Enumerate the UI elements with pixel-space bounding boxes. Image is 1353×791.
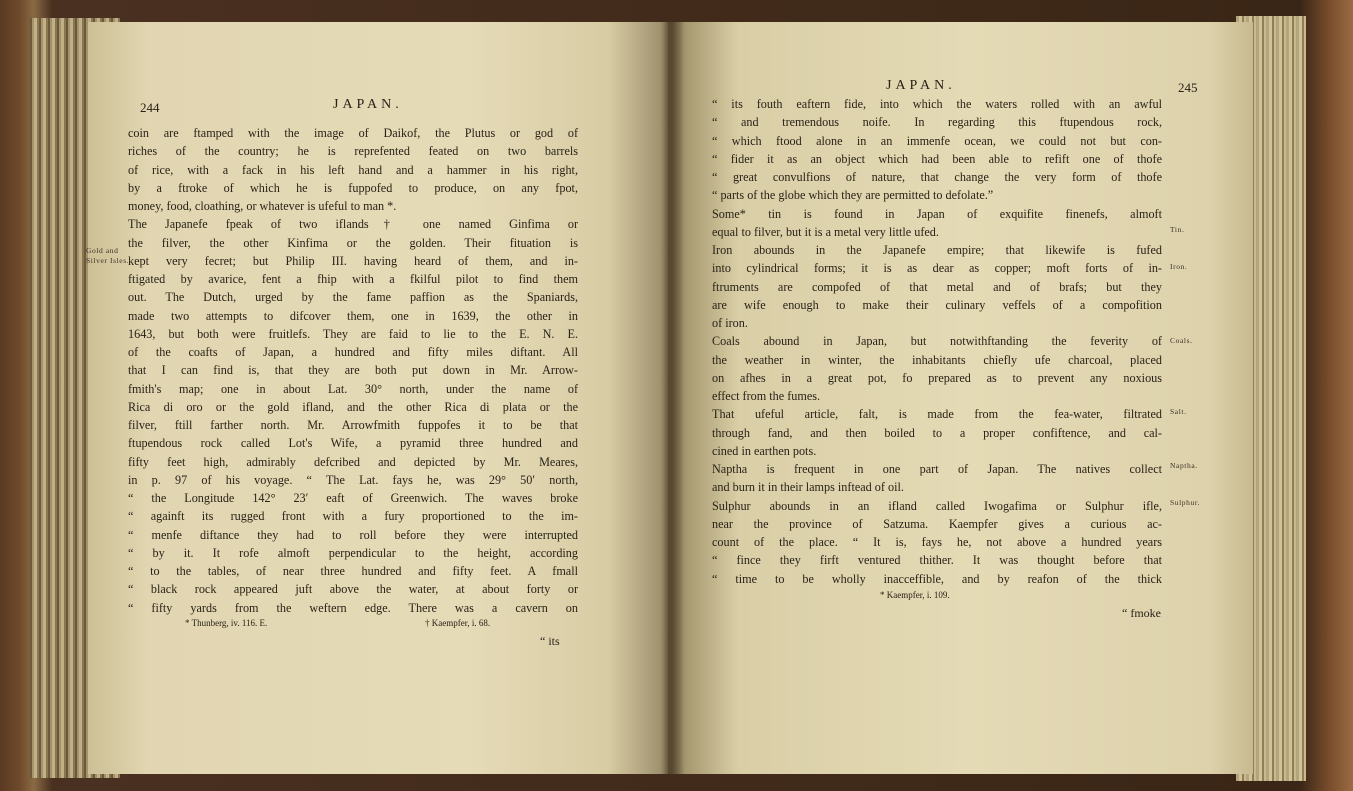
- text-line: through fand, and then boiled to a proper confiftence, and cal-: [712, 425, 1162, 440]
- text-line: 1643, but both were fruitlefs. They are faid to lie to the E. N. E.: [128, 326, 578, 341]
- text-line: “ by it. It rofe almoft perpendicular to the height, according: [128, 545, 578, 560]
- text-line: Coals abound in Japan, but notwithftanding the feverity of: [712, 334, 1162, 349]
- text-line: cined in earthen pots.: [712, 443, 817, 458]
- text-line: Naptha is frequent in one part of Japan. The natives collect: [712, 462, 1162, 476]
- text-line: “ its fouth eaftern fide, into which the waters rolled with an awful: [712, 97, 1162, 111]
- text-line: riches of the country; he is reprefented feated on two barrels: [128, 144, 578, 159]
- text-line: into cylindrical forms; it is as dear as copper; moft forts of in-: [712, 261, 1162, 276]
- right-page-body: [712, 95, 1162, 588]
- right-side-note-salt: Salt.: [1170, 407, 1187, 416]
- text-line: are wife enough to make their culinary veffels of a compofition: [712, 297, 1162, 312]
- left-page-body: [128, 124, 578, 617]
- left-footnote-1: * Thunberg, iv. 116. E.: [185, 618, 268, 628]
- right-side-note-naptha: Naptha.: [1170, 461, 1198, 470]
- text-line: “ fifty yards from the weftern edge. There was a cavern on: [128, 600, 578, 615]
- left-catchword: “ its: [540, 634, 560, 648]
- text-line: The Japanefe fpeak of two iflands† one named Ginfima or: [128, 217, 578, 232]
- text-line: “ to the tables, of near three hundred and fifty feet. A fmall: [128, 564, 578, 578]
- text-line: and burn it in their lamps inftead of oil.: [712, 480, 904, 495]
- text-line: the weather in winter, the inhabitants chiefly ufe charcoal, placed: [712, 352, 1162, 367]
- right-side-note-tin: Tin.: [1170, 225, 1185, 234]
- text-line: ftruments are compofed of that metal and of brafs; but they: [712, 279, 1162, 294]
- right-side-note-iron: Iron.: [1170, 262, 1188, 271]
- text-line: Rica di oro or the gold ifland, and the other Rica di plata or the: [128, 399, 578, 414]
- text-line: equal to filver, but it is a metal very little ufed.: [712, 224, 939, 239]
- text-line: of the coafts of Japan, a hundred and fifty miles diftant. All: [128, 345, 578, 359]
- text-line: filver, ftill farther north. Mr. Arrowfmith fuppofes it to be that: [128, 418, 578, 432]
- text-line: of rice, with a fack in his left hand and a hammer in his right,: [128, 162, 578, 177]
- text-line: Sulphur abounds in an ifland called Iwogafima or Sulphur ifle,: [712, 498, 1162, 513]
- text-line: Some* tin is found in Japan of exquifite finenefs, almoft: [712, 206, 1162, 221]
- right-footnote: * Kaempfer, i. 109.: [880, 590, 950, 600]
- text-line: by a ftroke of which he is fuppofed to produce, on any fpot,: [128, 180, 578, 195]
- right-running-head: JAPAN.: [886, 78, 956, 93]
- right-side-note-coals: Coals.: [1170, 336, 1193, 345]
- text-line: ftigated by avarice, fent a fhip with a fkilful pilot to find them: [128, 272, 578, 286]
- text-line: “ and tremendous noife. In regarding this ftupendous rock,: [712, 115, 1162, 130]
- text-line: coin are ftamped with the image of Daikof, the Plutus or god of: [128, 126, 578, 140]
- left-page-number: 244: [140, 100, 160, 115]
- text-line: “ time to be wholly inacceffible, and by reafon of the thick: [712, 571, 1162, 586]
- book-gutter: [660, 20, 684, 776]
- text-line: of iron.: [712, 316, 748, 330]
- text-line: that I can find is, that they are both put down in Mr. Arrow-: [128, 363, 578, 378]
- text-line: in p. 97 of his voyage. “ The Lat. fays he, was 29° 50′ north,: [128, 472, 578, 487]
- text-line: “ great convulfions of nature, that change the very form of thofe: [712, 170, 1162, 184]
- text-line: money, food, cloathing, or whatever is ufeful to man *.: [128, 199, 397, 213]
- right-catchword: “ fmoke: [1122, 606, 1161, 620]
- text-line: out. The Dutch, urged by the fame paffion as the Spaniards,: [128, 290, 578, 305]
- right-side-note-sulphur: Sulphur.: [1170, 498, 1201, 507]
- text-line: fmith's map; one in about Lat. 30° north, under the name of: [128, 381, 578, 396]
- text-line: made two attempts to difcover them, one in 1639, the other in: [128, 308, 578, 323]
- left-running-head: JAPAN.: [333, 97, 403, 112]
- text-line: “ black rock appeared juft above the water, at about forty or: [128, 582, 578, 597]
- text-line: “ againft its rugged front with a fury proportioned to the im-: [128, 509, 578, 524]
- text-line: near the province of Satzuma. Kaempfer gives a curious ac-: [712, 516, 1162, 531]
- text-line: Iron abounds in the Japanefe empire; that likewife is fufed: [712, 243, 1162, 257]
- left-footnote-2: † Kaempfer, i. 68.: [425, 618, 491, 628]
- right-page-number: 245: [1178, 80, 1198, 95]
- text-line: “ parts of the globe which they are permitted to defolate.”: [712, 188, 994, 203]
- text-line: effect from the fumes.: [712, 389, 821, 403]
- left-side-note-silver: Silver Isles.: [86, 256, 130, 265]
- text-line: That ufeful article, falt, is made from the fea-water, filtrated: [712, 407, 1162, 422]
- text-line: “ which ftood alone in an immenfe ocean, we could not but con-: [712, 133, 1162, 148]
- text-line: on afhes in a great pot, fo prepared as to prevent any noxious: [712, 370, 1162, 385]
- text-line: kept very fecret; but Philip III. having heard of them, and in-: [128, 253, 578, 268]
- text-line: “ fider it as an object which had been able to refift one of thofe: [712, 151, 1162, 166]
- left-side-note-gold: Gold and: [86, 246, 119, 255]
- text-line: the filver, the other Kinfima or the golden. Their fituation is: [128, 235, 578, 250]
- text-line: fifty feet high, admirably defcribed and depicted by Mr. Meares,: [128, 454, 578, 469]
- text-line: “ menfe diftance they had to roll before they were interrupted: [128, 527, 578, 542]
- text-line: ftupendous rock called Lot's Wife, a pyramid three hundred and: [128, 436, 578, 451]
- text-line: “ the Longitude 142° 23′ eaft of Greenwich. The waves broke: [128, 491, 578, 505]
- text-line: “ fince they firft ventured thither. It was thought before that: [712, 553, 1162, 568]
- text-line: count of the place. “ It is, fays he, not above a hundred years: [712, 535, 1162, 549]
